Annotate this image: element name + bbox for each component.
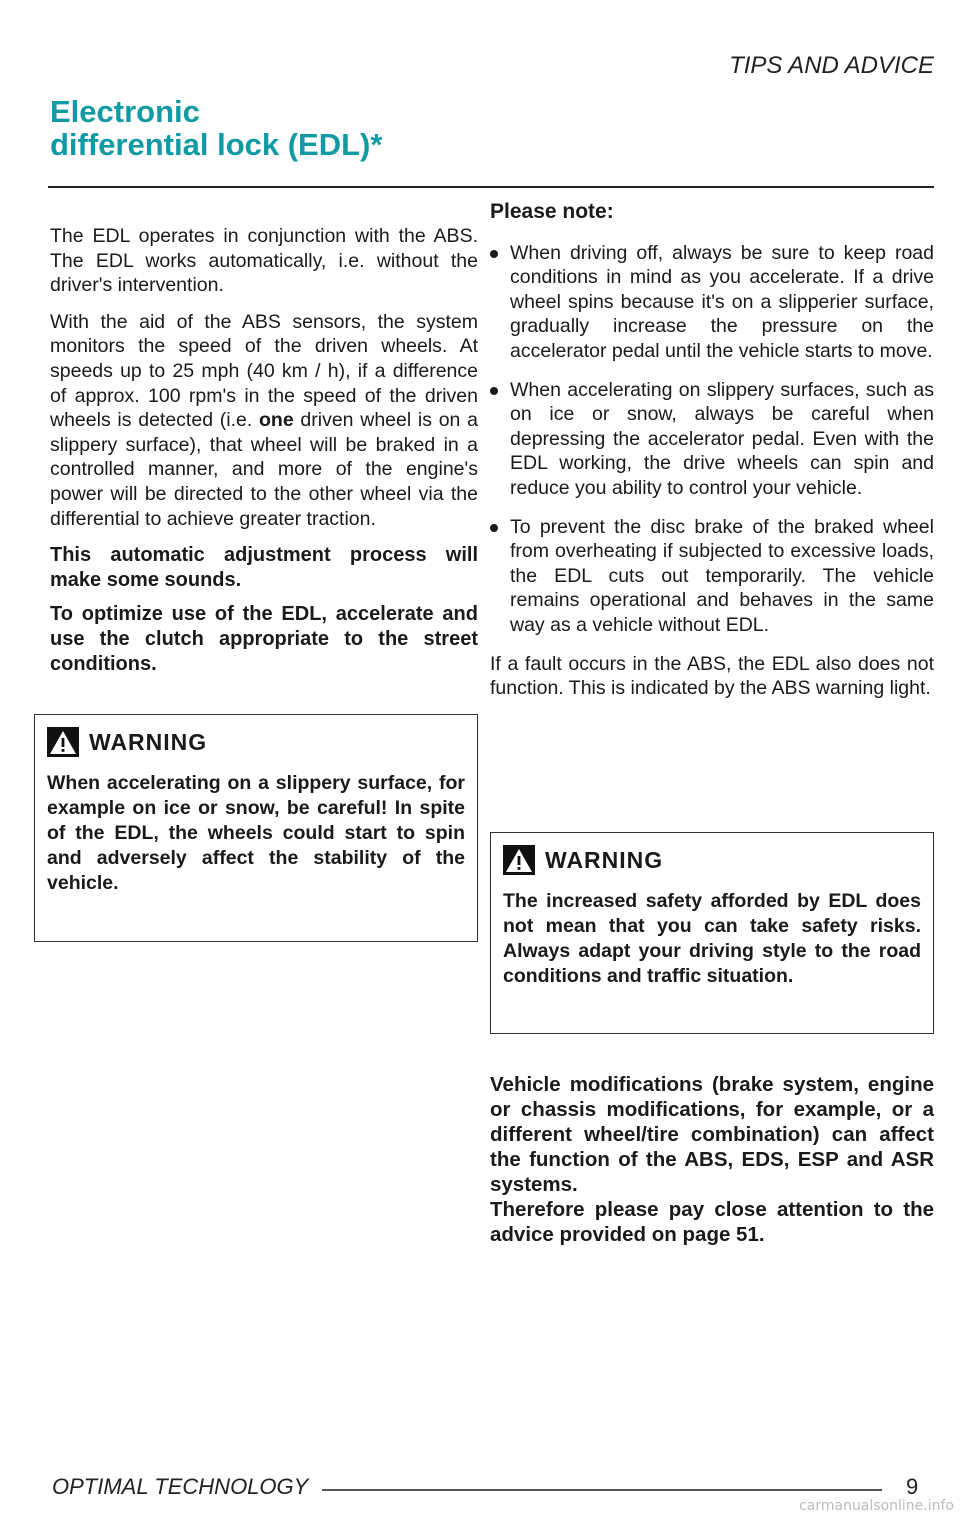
paragraph-sounds: This automatic adjustment process will make some sounds. <box>50 544 478 591</box>
warning-triangle-icon <box>503 845 535 875</box>
warning-text-right: The increased safety afforded by EDL does not mean that you can take safety risks. Always adapt your driving style to the road conditions and traffic situation. <box>503 890 921 987</box>
warning-box-left <box>34 714 478 942</box>
paragraph-modifications: Vehicle modifications (brake system, engine or chassis modifications, for example, or a different wheel/tire combination) can affect the function of the ABS, EDS, ESP and ASR systems. <box>490 1073 934 1196</box>
warning-label-right: WARNING <box>545 846 664 873</box>
warning-triangle-icon <box>47 727 79 757</box>
running-header: TIPS AND ADVICE <box>729 52 934 79</box>
section-title <box>50 95 470 161</box>
title-line-1: Electronic <box>50 94 200 129</box>
paragraph-attention: Therefore please pay close attention to the advice provided on page 51. <box>490 1198 934 1246</box>
warning-header <box>47 727 465 757</box>
right-column <box>490 200 934 701</box>
paragraph-function-b: driven wheel is on a slippery surface), that wheel will be braked in a controlled manner, and more of the engine's power will be directed to the other wheel via the differential to achieve greater traction. <box>50 409 478 530</box>
note-bullet-1-text: When driving off, always be sure to keep road conditions in mind as you accelerate. If a drive wheel spins because it's on a slipperier surface, gradually increase the pressure on the accelerator pedal until the vehicle starts to move. <box>510 241 934 362</box>
footer-rule <box>322 1489 882 1491</box>
note-bullet-3 <box>490 515 934 638</box>
paragraph-intro: The EDL operates in conjunction with the ABS. The EDL works automatically, i.e. without the driver's intervention. <box>50 225 478 297</box>
watermark: carmanualsonline.info <box>799 1498 954 1514</box>
note-heading: Please note: <box>490 200 614 223</box>
paragraph-optimize: To optimize use of the EDL, accelerate and use the clutch appropriate to the street conditions. <box>50 603 478 675</box>
page-number: 9 <box>906 1474 919 1499</box>
warning-text: When accelerating on a slippery surface, for example on ice or snow, be careful! In spite of the EDL, the wheels could start to spin and adversely affect the stability of the vehicle. <box>47 772 465 894</box>
note-bullet-3-text: To prevent the disc brake of the braked wheel from overheating if subjected to excessive loads, the EDL cuts out temporarily. The vehicle remains operational and behaves in the same way as a vehicle without EDL. <box>510 515 934 636</box>
footer-chapter: OPTIMAL TECHNOLOGY <box>52 1474 309 1499</box>
note-bullet-2 <box>490 378 934 501</box>
left-column <box>50 224 478 676</box>
warning-header-right <box>503 845 921 875</box>
paragraph-function-a: With the aid of the ABS sensors, the system monitors the speed of the driven wheels. At speeds up to 25 mph (40 km / h), if a difference of approx. 100 rpm's in the speed of the driven wheels is detected (i.e. <box>50 310 478 432</box>
warning-label: WARNING <box>89 728 208 755</box>
paragraph-fault: If a fault occurs in the ABS, the EDL also does not function. This is indicated by the ABS warning light. <box>490 652 934 700</box>
title-line-2: differential lock (EDL)* <box>50 127 383 162</box>
warning-box-right <box>490 832 934 1034</box>
note-bullet-1 <box>490 241 934 364</box>
modifications-block <box>490 1072 934 1247</box>
header-rule <box>48 186 934 188</box>
paragraph-function-bold: one <box>259 409 294 432</box>
note-bullet-2-text: When accelerating on slippery surfaces, such as on ice or snow, always be careful when depressing the accelerator pedal. Even with the EDL working, the drive wheels can spin and reduce you ability to control your vehicle. <box>510 378 934 499</box>
paragraph-function <box>50 310 478 531</box>
